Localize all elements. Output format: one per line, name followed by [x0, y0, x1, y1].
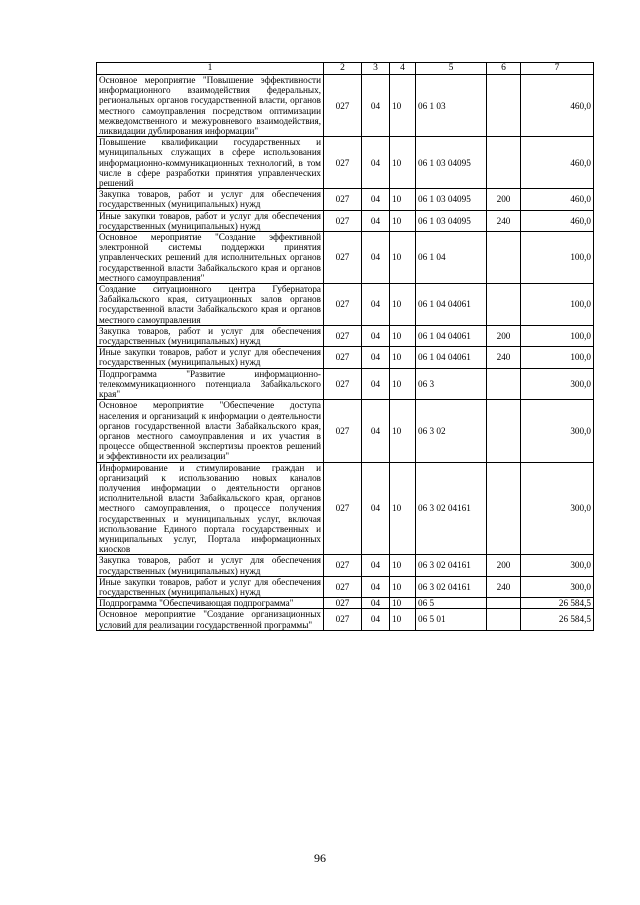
row-amount: 300,0 [521, 462, 594, 555]
row-name: Основное мероприятие "Создание эффективной электронной системы поддержки принятия управленческих решений для исполнительных органов государственной власти Забайкальского края и органов местного самоуправления" [97, 232, 324, 284]
row-code-expense-type [487, 368, 521, 400]
row-name: Иные закупки товаров, работ и услуг для обеспечения государственных (муниципальных) нужд [97, 347, 324, 368]
row-amount: 300,0 [521, 576, 594, 597]
row-code-admin: 027 [324, 609, 362, 630]
row-amount: 300,0 [521, 368, 594, 400]
row-name: Иные закупки товаров, работ и услуг для обеспечения государственных (муниципальных) нужд [97, 576, 324, 597]
row-name: Подпрограмма "Развитие информационно-телекоммуникационного потенциала Забайкальского края" [97, 368, 324, 400]
header-col-1: 1 [97, 63, 324, 75]
header-col-5: 5 [416, 63, 487, 75]
table-row [97, 400, 594, 462]
table-row [97, 368, 594, 400]
row-code-section: 04 [362, 368, 390, 400]
row-amount: 100,0 [521, 284, 594, 326]
page-number: 96 [314, 851, 326, 865]
table-row [97, 609, 594, 630]
row-code-admin: 027 [324, 462, 362, 555]
table-row [97, 347, 594, 368]
row-code-expense-type: 240 [487, 210, 521, 231]
row-code-expense-type [487, 232, 521, 284]
row-name: Основное мероприятие "Создание организационных условий для реализации государственной программы" [97, 609, 324, 630]
row-code-expense-type: 200 [487, 325, 521, 346]
row-code-target: 06 3 02 04161 [416, 462, 487, 555]
row-name: Закупка товаров, работ и услуг для обеспечения государственных (муниципальных) нужд [97, 555, 324, 576]
row-code-target: 06 5 01 [416, 609, 487, 630]
row-code-subsection: 10 [390, 189, 416, 210]
header-col-6: 6 [487, 63, 521, 75]
budget-table [96, 62, 594, 631]
row-code-target: 06 5 [416, 598, 487, 609]
row-code-subsection: 10 [390, 598, 416, 609]
row-amount: 300,0 [521, 555, 594, 576]
row-code-section: 04 [362, 284, 390, 326]
row-code-section: 04 [362, 576, 390, 597]
row-code-subsection: 10 [390, 325, 416, 346]
row-code-admin: 027 [324, 598, 362, 609]
row-code-target: 06 1 03 [416, 75, 487, 137]
row-code-subsection: 10 [390, 137, 416, 189]
row-code-subsection: 10 [390, 232, 416, 284]
row-name: Подпрограмма "Обеспечивающая подпрограмма" [97, 598, 324, 609]
row-code-target: 06 1 04 [416, 232, 487, 284]
table-row [97, 555, 594, 576]
row-code-section: 04 [362, 325, 390, 346]
row-name: Повышение квалификации государственных и муниципальных служащих в сфере использования информационно-коммуникационных технологий, в том числе в сфере разработки принятия управленческих решений [97, 137, 324, 189]
row-amount: 26 584,5 [521, 598, 594, 609]
row-name: Иные закупки товаров, работ и услуг для обеспечения государственных (муниципальных) нужд [97, 210, 324, 231]
header-col-4: 4 [390, 63, 416, 75]
row-code-admin: 027 [324, 137, 362, 189]
header-col-7: 7 [521, 63, 594, 75]
row-code-section: 04 [362, 189, 390, 210]
table-row [97, 75, 594, 137]
row-code-expense-type [487, 75, 521, 137]
row-code-section: 04 [362, 210, 390, 231]
table-row [97, 325, 594, 346]
header-row [97, 63, 594, 75]
row-amount: 460,0 [521, 75, 594, 137]
row-amount: 100,0 [521, 232, 594, 284]
row-code-target: 06 1 03 04095 [416, 189, 487, 210]
table-row [97, 210, 594, 231]
row-code-target: 06 3 02 04161 [416, 555, 487, 576]
row-amount: 100,0 [521, 347, 594, 368]
row-code-expense-type: 200 [487, 555, 521, 576]
row-code-admin: 027 [324, 576, 362, 597]
row-amount: 460,0 [521, 189, 594, 210]
table-row [97, 284, 594, 326]
row-code-target: 06 1 04 04061 [416, 284, 487, 326]
row-code-section: 04 [362, 400, 390, 462]
table-row [97, 462, 594, 555]
row-code-section: 04 [362, 462, 390, 555]
row-name: Создание ситуационного центра Губернатора Забайкальского края, ситуационных залов органов государственной власти Забайкальского края и органов местного самоуправления [97, 284, 324, 326]
table-row [97, 189, 594, 210]
row-code-admin: 027 [324, 75, 362, 137]
row-code-subsection: 10 [390, 284, 416, 326]
row-amount: 300,0 [521, 400, 594, 462]
row-code-section: 04 [362, 598, 390, 609]
table-row [97, 137, 594, 189]
row-name: Основное мероприятие "Обеспечение доступа населения и организаций к информации о деятельности органов государственной власти Забайкальского края, органов местного самоуправления и их участия в процессе общественной экспертизы проектов решений и эффективности их реализации" [97, 400, 324, 462]
row-amount: 460,0 [521, 137, 594, 189]
row-code-subsection: 10 [390, 400, 416, 462]
row-name: Закупка товаров, работ и услуг для обеспечения государственных (муниципальных) нужд [97, 189, 324, 210]
row-code-expense-type: 240 [487, 347, 521, 368]
row-code-expense-type [487, 284, 521, 326]
row-code-target: 06 1 03 04095 [416, 137, 487, 189]
row-name: Основное мероприятие "Повышение эффективности информационного взаимодействия федеральных, региональных органов государственной власти, органов местного самоуправления посредством оптимизации межведомственного и межуровневого взаимодействия, ликвидации дублирования информации" [97, 75, 324, 137]
row-code-expense-type: 240 [487, 576, 521, 597]
row-code-subsection: 10 [390, 576, 416, 597]
row-code-target: 06 3 [416, 368, 487, 400]
row-code-section: 04 [362, 555, 390, 576]
row-code-target: 06 1 04 04061 [416, 347, 487, 368]
row-code-expense-type [487, 400, 521, 462]
header-col-2: 2 [324, 63, 362, 75]
row-code-subsection: 10 [390, 347, 416, 368]
row-code-expense-type [487, 462, 521, 555]
row-amount: 26 584,5 [521, 609, 594, 630]
row-code-section: 04 [362, 609, 390, 630]
row-code-section: 04 [362, 347, 390, 368]
row-code-subsection: 10 [390, 210, 416, 231]
row-code-admin: 027 [324, 232, 362, 284]
row-code-admin: 027 [324, 325, 362, 346]
row-code-admin: 027 [324, 555, 362, 576]
row-code-section: 04 [362, 75, 390, 137]
row-code-admin: 027 [324, 347, 362, 368]
row-code-section: 04 [362, 232, 390, 284]
table-row [97, 576, 594, 597]
row-code-expense-type [487, 609, 521, 630]
table-row [97, 232, 594, 284]
row-code-subsection: 10 [390, 555, 416, 576]
row-code-admin: 027 [324, 210, 362, 231]
row-code-subsection: 10 [390, 75, 416, 137]
row-code-subsection: 10 [390, 368, 416, 400]
row-amount: 100,0 [521, 325, 594, 346]
row-code-expense-type [487, 598, 521, 609]
row-code-expense-type [487, 137, 521, 189]
row-code-admin: 027 [324, 284, 362, 326]
row-code-target: 06 3 02 [416, 400, 487, 462]
row-name: Информирование и стимулирование граждан и организаций к использованию новых каналов получения информации о деятельности органов исполнительной власти Забайкальского края, органов местного самоуправления, о процессе получения государственных и муниципальных услуг, включая использование Единого портала государственных и муниципальных услуг, Портала информационных киосков [97, 462, 324, 555]
header-col-3: 3 [362, 63, 390, 75]
row-code-target: 06 3 02 04161 [416, 576, 487, 597]
row-code-subsection: 10 [390, 462, 416, 555]
row-code-expense-type: 200 [487, 189, 521, 210]
row-code-admin: 027 [324, 368, 362, 400]
row-name: Закупка товаров, работ и услуг для обеспечения государственных (муниципальных) нужд [97, 325, 324, 346]
row-code-admin: 027 [324, 400, 362, 462]
row-code-target: 06 1 04 04061 [416, 325, 487, 346]
row-code-target: 06 1 03 04095 [416, 210, 487, 231]
row-code-admin: 027 [324, 189, 362, 210]
row-code-subsection: 10 [390, 609, 416, 630]
row-code-section: 04 [362, 137, 390, 189]
table-row [97, 598, 594, 609]
row-amount: 460,0 [521, 210, 594, 231]
